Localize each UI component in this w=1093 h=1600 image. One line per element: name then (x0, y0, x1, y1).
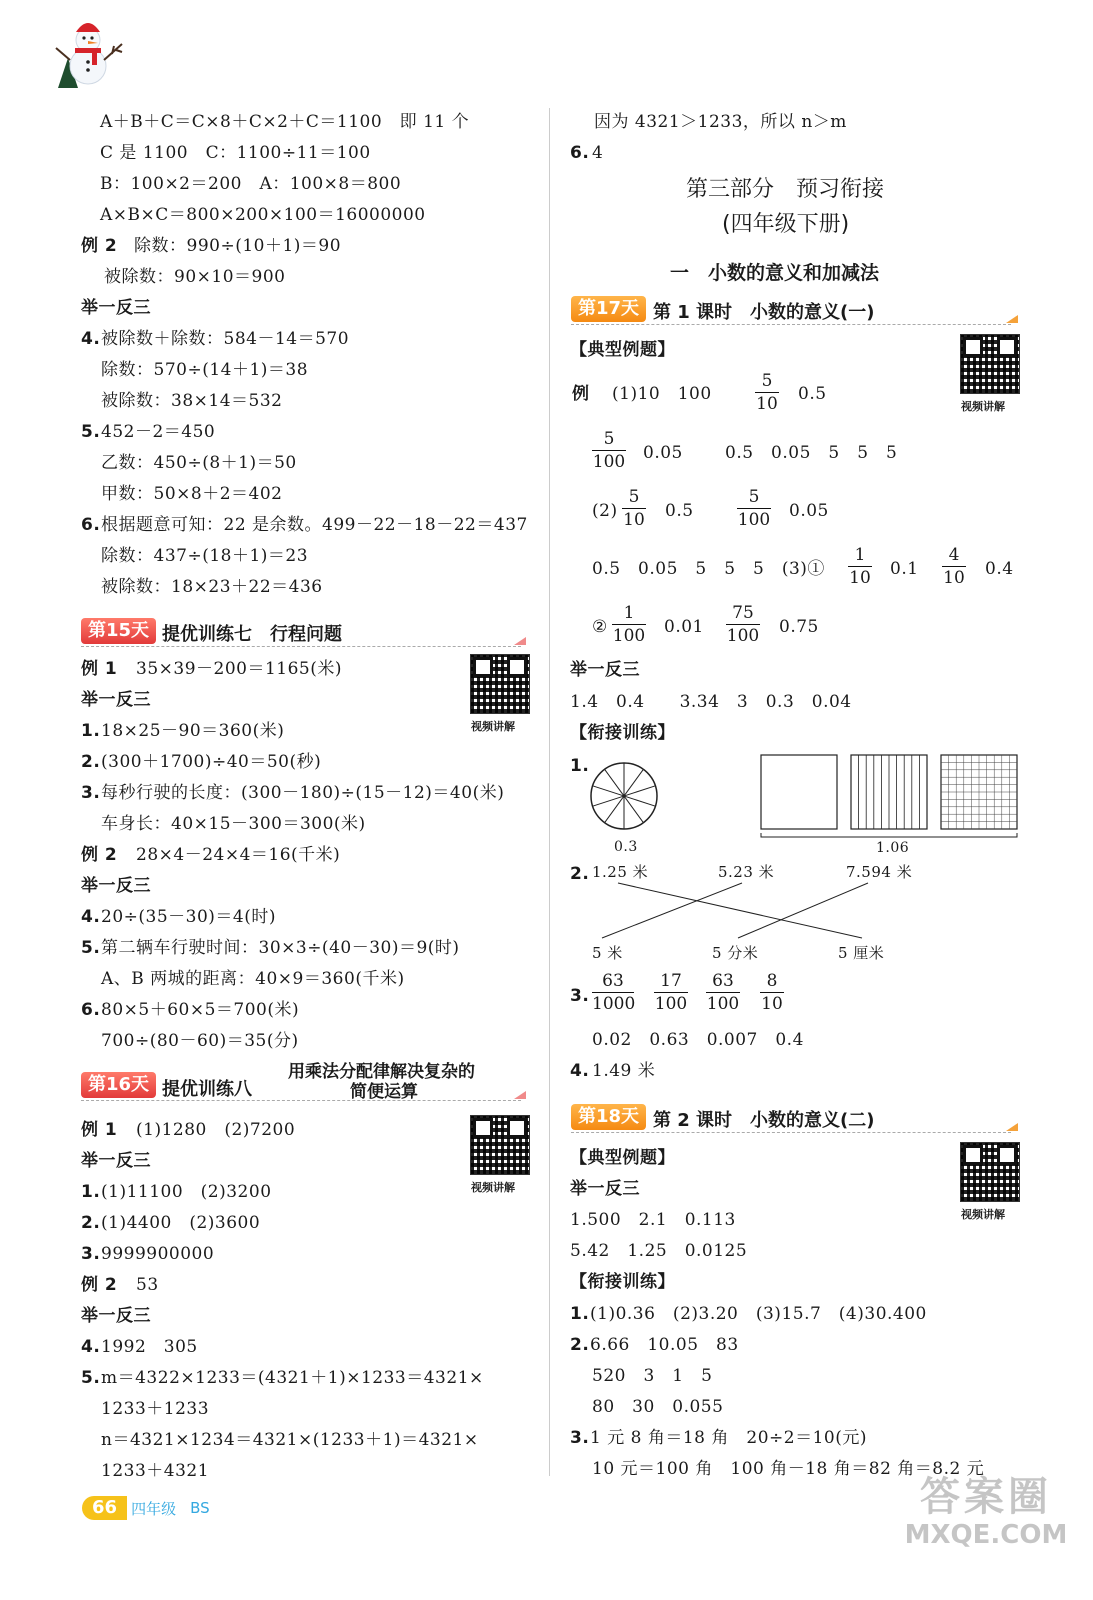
question-number: 6. (81, 1000, 101, 1020)
text-line: 因为 4321＞1233，所以 n＞m (594, 112, 847, 132)
text-line: A×B×C＝800×200×100＝16000000 (100, 205, 426, 225)
text-line: 0.5 0.05 5 5 5 (725, 443, 898, 463)
question-number: 2. (81, 752, 101, 772)
question-number: 6. (81, 515, 101, 535)
section-label: 【典型例题】 (570, 1148, 675, 1168)
fraction: $\frac{5}{100}$ (592, 429, 626, 472)
text-line: m＝4322×1233＝(4321＋1)×1233＝4321× (101, 1368, 484, 1388)
text-line: 80×5＋60×5＝700(米) (101, 1000, 300, 1020)
text-line: 根据题意可知：22 是余数。499－22－18－22＝437 (101, 515, 528, 535)
question-number: 5. (81, 422, 101, 442)
fraction: $\frac{8}{10}$ (761, 971, 783, 1014)
question-number: 2. (570, 1335, 590, 1355)
text-line: (1)0.36 (2)3.20 (3)15.7 (4)30.400 (590, 1304, 927, 1324)
snowman-illustration (48, 14, 130, 90)
text-line: (300＋1700)÷40＝50(秒) (101, 752, 322, 772)
watermark-url: MXQE.COM (904, 1520, 1068, 1550)
section-title: 第 1 课时 小数的意义(一) (653, 302, 875, 323)
section-title: 提优训练八 (162, 1079, 252, 1100)
section-title-sub: 简便运算 (350, 1082, 418, 1102)
circle-diagram (588, 760, 660, 832)
text-line: (1)1280 (2)7200 (136, 1120, 296, 1140)
question-number: 2. (570, 864, 590, 884)
day-badge: 第16天 (81, 1072, 156, 1098)
fraction: $\frac{1}{100}$ (612, 603, 646, 646)
fraction: $\frac{5}{10}$ (756, 371, 778, 414)
question-number: 4. (570, 1061, 590, 1081)
question-number: 3. (570, 1428, 590, 1448)
match-item: 5 厘米 (838, 944, 885, 962)
question-number: 2. (81, 1213, 101, 1233)
text-line: n＝4321×1234＝4321×(1233＋1)＝4321× (101, 1430, 479, 1450)
text-line: 452－2＝450 (101, 422, 216, 442)
text-line: 除数：437÷(18＋1)＝23 (101, 546, 309, 566)
section-label: 举一反三 (81, 1151, 151, 1171)
section-label: 举一反三 (570, 660, 640, 680)
text-line: 700÷(80－60)＝35(分) (101, 1031, 299, 1051)
match-item: 5 分米 (712, 944, 759, 962)
fraction: $\frac{63}{1000}$ (592, 971, 636, 1014)
text-line: 10 元＝100 角 100 角－18 角＝82 角＝8.2 元 (592, 1459, 985, 1479)
text-line: 被除数：90×10＝900 (104, 267, 286, 287)
fraction: $\frac{4}{10}$ (943, 545, 965, 588)
text-line: (1)4400 (2)3600 (101, 1213, 261, 1233)
text-line: 被除数：38×14＝532 (101, 391, 283, 411)
text-line: 0.75 (779, 617, 819, 637)
text-line: 0.5 (665, 501, 694, 521)
dashed-rule (81, 646, 521, 647)
text-line: 5.42 1.25 0.0125 (570, 1241, 748, 1261)
qr-label: 视频讲解 (961, 400, 1005, 413)
example-label: 例 2 (81, 1275, 118, 1295)
text-line: 除数：570÷(14＋1)＝38 (101, 360, 309, 380)
question-number: 4. (81, 907, 101, 927)
dashed-rule (571, 1132, 1011, 1133)
part-title: 第三部分 预习衔接 (686, 177, 885, 202)
page-footer (82, 1496, 210, 1520)
corner-triangle (514, 637, 526, 645)
qr-label: 视频讲解 (471, 1181, 515, 1194)
fraction: $\frac{1}{10}$ (849, 545, 871, 588)
day-badge: 第17天 (571, 296, 646, 322)
column-divider (549, 108, 550, 1476)
text-line: 第二辆车行驶时间：30×3÷(40－30)＝9(时) (101, 938, 460, 958)
qr-code[interactable] (960, 1142, 1020, 1202)
question-number: 3. (81, 783, 101, 803)
text-line: 车身长：40×15－300＝300(米) (101, 814, 366, 834)
text-line: B：100×2＝200 A：100×8＝800 (100, 174, 402, 194)
question-number: 5. (81, 1368, 101, 1388)
text-line: ② (592, 617, 608, 637)
section-label: 【衔接训练】 (570, 723, 675, 743)
text-line: 1233＋1233 (101, 1399, 210, 1419)
section-title: 第 2 课时 小数的意义(二) (653, 1110, 875, 1131)
fraction: $\frac{63}{100}$ (706, 971, 740, 1014)
section-title: 提优训练七 行程问题 (162, 624, 342, 645)
text-line: 28×4－24×4＝16(千米) (136, 845, 341, 865)
section-label: 【典型例题】 (570, 340, 675, 360)
text-line: 0.05 (643, 443, 683, 463)
match-item: 1.25 米 (592, 863, 649, 881)
section-title-sub: 用乘法分配律解决复杂的 (288, 1062, 475, 1082)
text-line: 0.05 (789, 501, 829, 521)
part-subtitle: (四年级下册) (722, 212, 850, 237)
text-line: 520 3 1 5 (592, 1366, 713, 1386)
match-item: 7.594 米 (846, 863, 913, 881)
question-number: 3. (570, 986, 590, 1006)
example-label: 例 1 (81, 659, 118, 679)
fraction: $\frac{75}{100}$ (726, 603, 760, 646)
diagram-label: 1.06 (876, 840, 910, 856)
example-label: 例 2 (81, 845, 118, 865)
watermark-text: 答案圈 (920, 1474, 1052, 1520)
match-item: 5 米 (592, 944, 623, 962)
section-label: 举一反三 (570, 1179, 640, 1199)
diagram-label: 0.3 (614, 839, 638, 855)
text-line: (2) (592, 501, 618, 521)
edition-label: BS (190, 1499, 210, 1517)
text-line: 0.1 (890, 559, 919, 579)
matching-lines (590, 880, 900, 942)
text-line: A、B 两城的距离：40×9＝360(千米) (101, 969, 405, 989)
question-number: 6. (570, 143, 590, 163)
question-number: 1. (81, 721, 101, 741)
grid-diagram (758, 753, 1020, 839)
question-number: 1. (570, 756, 590, 776)
text-line: 0.5 (798, 384, 827, 404)
example-label: 例 1 (81, 1120, 118, 1140)
corner-triangle (1006, 1123, 1018, 1131)
question-number: 4. (81, 1337, 101, 1357)
section-label: 举一反三 (81, 876, 151, 896)
text-line: 每秒行驶的长度：(300－180)÷(15－12)＝40(米) (101, 783, 505, 803)
corner-triangle (514, 1091, 526, 1099)
text-line: 被除数＋除数：584－14＝570 (101, 329, 350, 349)
question-number: 3. (81, 1244, 101, 1264)
text-line: 20÷(35－30)＝4(时) (101, 907, 276, 927)
text-line: 0.5 0.05 5 5 5 (3)① (592, 559, 825, 579)
example-label: 例 (572, 384, 590, 404)
text-line: 甲数：50×8＋2＝402 (101, 484, 283, 504)
text-line: 1.500 2.1 0.113 (570, 1210, 736, 1230)
fraction: $\frac{17}{100}$ (654, 971, 688, 1014)
text-line: 1233＋4321 (101, 1461, 210, 1481)
text-line: 6.66 10.05 83 (590, 1335, 739, 1355)
dashed-rule (571, 324, 1011, 325)
question-number: 1. (570, 1304, 590, 1324)
page-number: 66 (82, 1496, 127, 1520)
text-line: (1)10 100 (612, 384, 712, 404)
question-number: 1. (81, 1182, 101, 1202)
text-line: 1992 305 (101, 1337, 198, 1357)
unit-title: 一 小数的意义和加减法 (670, 262, 880, 284)
text-line: C 是 1100 C：1100÷11＝100 (100, 143, 371, 163)
qr-code[interactable] (960, 334, 1020, 394)
fraction: $\frac{5}{100}$ (737, 487, 771, 530)
text-line: 1.49 米 (592, 1061, 656, 1081)
match-item: 5.23 米 (718, 863, 775, 881)
text-line: 0.02 0.63 0.007 0.4 (592, 1030, 804, 1050)
text-line: A＋B＋C＝C×8＋C×2＋C＝1100 即 11 个 (100, 112, 470, 132)
fraction: $\frac{5}{10}$ (623, 487, 645, 530)
text-line: 被除数：18×23＋22＝436 (101, 577, 323, 597)
section-label: 【衔接训练】 (570, 1272, 675, 1292)
question-number: 5. (81, 938, 101, 958)
text-line: 35×39－200＝1165(米) (136, 659, 342, 679)
section-label: 举一反三 (81, 690, 151, 710)
text-line: 9999900000 (101, 1244, 215, 1264)
text-line: 乙数：450÷(8＋1)＝50 (101, 453, 297, 473)
text-line: 0.4 (985, 559, 1014, 579)
text-line: 1.4 0.4 3.34 3 0.3 0.04 (570, 692, 852, 712)
grade-label: 四年级 (131, 1499, 177, 1518)
section-label: 举一反三 (81, 298, 151, 318)
text-line: 18×25－90＝360(米) (101, 721, 285, 741)
qr-label: 视频讲解 (961, 1208, 1005, 1221)
text-line: (1)11100 (2)3200 (101, 1182, 272, 1202)
qr-label: 视频讲解 (471, 720, 515, 733)
text-line: 80 30 0.055 (592, 1397, 724, 1417)
corner-triangle (1006, 315, 1018, 323)
text-line: 4 (592, 143, 604, 163)
qr-code[interactable] (470, 1115, 530, 1175)
text-line: 0.01 (664, 617, 704, 637)
text-line: 除数：990÷(10＋1)＝90 (134, 236, 342, 256)
day-badge: 第18天 (571, 1104, 646, 1130)
section-label: 举一反三 (81, 1306, 151, 1326)
text-line: 1 元 8 角＝18 角 20÷2＝10(元) (590, 1428, 867, 1448)
watermark (896, 1474, 1076, 1550)
example-label: 例 2 (81, 236, 118, 256)
question-number: 4. (81, 329, 101, 349)
day-badge: 第15天 (81, 618, 156, 644)
qr-code[interactable] (470, 654, 530, 714)
text-line: 53 (136, 1275, 159, 1295)
dashed-rule (81, 1100, 521, 1101)
